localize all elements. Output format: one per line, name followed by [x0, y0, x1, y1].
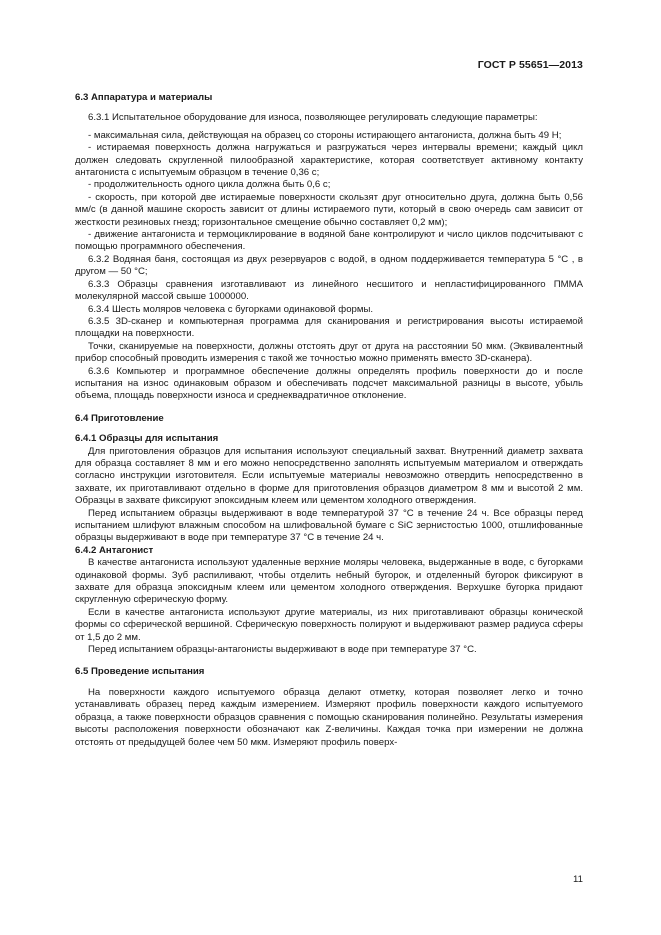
paragraph: Перед испытанием образцы-антагонисты выдерживают в воде при температуре 37 °С.: [88, 644, 477, 656]
spacer: [75, 425, 583, 433]
paragraph: Если в качестве антагониста используют другие материалы, из них приготавливают образцы конической формы со сферической вершиной. Сферическую поверхность полируют и выдерживают размер радиуса сферы от 1,5 до 2 мм.: [75, 606, 583, 643]
document-id-header: ГОСТ Р 55651—2013: [477, 59, 583, 71]
paragraph: 6.3.3 Образцы сравнения изготавливают из линейного несшитого и непластифицированного ПММА молекулярной массой свыше 1000000.: [75, 278, 583, 303]
paragraph: - движение антагониста и термоциклирование в водяной бане контролируют и число циклов подсчитывают с помощью программного обеспечения.: [75, 229, 583, 253]
paragraph: - скорость, при которой две истираемые поверхности скользят друг относительно друга, должна быть 0,56 мм/с (в данной машине скорость зависит от длины истираемого пути, который в свою очередь сам зависит от жесткости резиновых гнезд; горизонтальное смещение обычно составляет 0,2 мм);: [75, 191, 583, 228]
paragraph: На поверхности каждого испытуемого образца делают отметку, которая позволяет легко и точно устанавливать образец перед каждым измерением. Измеряют профиль поверхности каждого испытуемого образца, а также поверхности образцов сравнения с помощью сканирования полинейно. Результаты измерения высоты расположения поверхности обозначают как Z-величины. Каждая точка при измерении не должна отстоять от предыдущей более чем 50 мкм. Измеряют профиль поверх-: [75, 686, 583, 748]
page-content: [75, 92, 583, 749]
paragraph: Для приготовления образцов для испытания используют специальный захват. Внутренний диаметр захвата для образца составляет 8 мм и его можно непосредственно заполнять испытуемым материалом и отверждать согласно инструкции изготовителя. Если испытуемые материалы невозможно отвердить непосредственно в захвате, их приготавливают отдельно в форме для приготовления образцов диаметром 8 мм и высотой 2 мм. Образцы в захвате фиксируют эпоксидным клеем или цементом холодного отверждения.: [75, 445, 583, 507]
paragraph: 6.3.6 Компьютер и программное обеспечение должны определять профиль поверхности до и после испытания на износ одинаковым образом и обеспечивать подсчет максимальной разницы в высоте, убыль объема, площадь поверхности износа и среднеквадратичное отклонение.: [75, 365, 583, 402]
spacer: [75, 679, 583, 687]
paragraph: Перед испытанием образцы выдерживают в воде температурой 37 °С в течение 24 ч. Все образцы перед испытанием шлифуют влажным способом на шлифовальной бумаге с SiC зернистостью 1000, отшлифованные образцы выдерживают в воде при температуре 37 °С в течение 24 ч.: [75, 507, 583, 544]
paragraph: - продолжительность одного цикла должна быть 0,6 с;: [88, 179, 331, 191]
spacer: [75, 403, 583, 413]
paragraph: 6.3.2 Водяная баня, состоящая из двух резервуаров с водой, в одном поддерживается температура 5 °С , в другом — 50 °С;: [75, 253, 583, 278]
paragraph: 6.3.5 3D-сканер и компьютерная программа для сканирования и регистрирования высоты истираемой площадки на поверхности.: [75, 315, 583, 340]
page-number: 11: [573, 874, 583, 885]
spacer: [75, 656, 583, 666]
paragraph: Точки, сканируемые на поверхности, должны отстоять друг от друга на расстоянии 50 мкм. (Эквивалентный прибор способный проводить измерения с такой же точностью можно применять вместо 3D-сканера).: [75, 340, 583, 365]
paragraph: 6.3.4 Шесть моляров человека с бугорками одинаковой формы.: [88, 303, 374, 315]
section-heading: 6.4.1 Образцы для испытания: [75, 433, 219, 445]
paragraph: - максимальная сила, действующая на образец со стороны истирающего антагониста, должна быть 49 Н;: [88, 129, 562, 141]
paragraph: 6.3.1 Испытательное оборудование для износа, позволяющее регулировать следующие параметры:: [88, 112, 538, 124]
section-heading: 6.3 Аппаратура и материалы: [75, 92, 213, 103]
paragraph: В качестве антагониста используют удаленные верхние моляры человека, выдержанные в воде, с бугорками одинаковой формы. Зуб распиливают, чтобы отделить небный бугорок, и отделенный бугорок фиксируют в захвате для образца эпоксидным клеем или цементом холодного отверждения. Верхушке бугорка придают скругленную сферическую форму.: [75, 557, 583, 606]
section-heading: 6.5 Проведение испытания: [75, 666, 205, 678]
spacer: [75, 104, 583, 112]
section-heading: 6.4.2 Антагонист: [75, 544, 154, 556]
section-heading: 6.4 Приготовление: [75, 412, 164, 424]
paragraph: - истираемая поверхность должна нагружаться и разгружаться через интервалы времени; каждый цикл должен следовать скругленной пилообразной характеристике, которая соответствует активному контакту антагониста с испытуемым образцом в течение 0,36 с;: [75, 142, 583, 179]
